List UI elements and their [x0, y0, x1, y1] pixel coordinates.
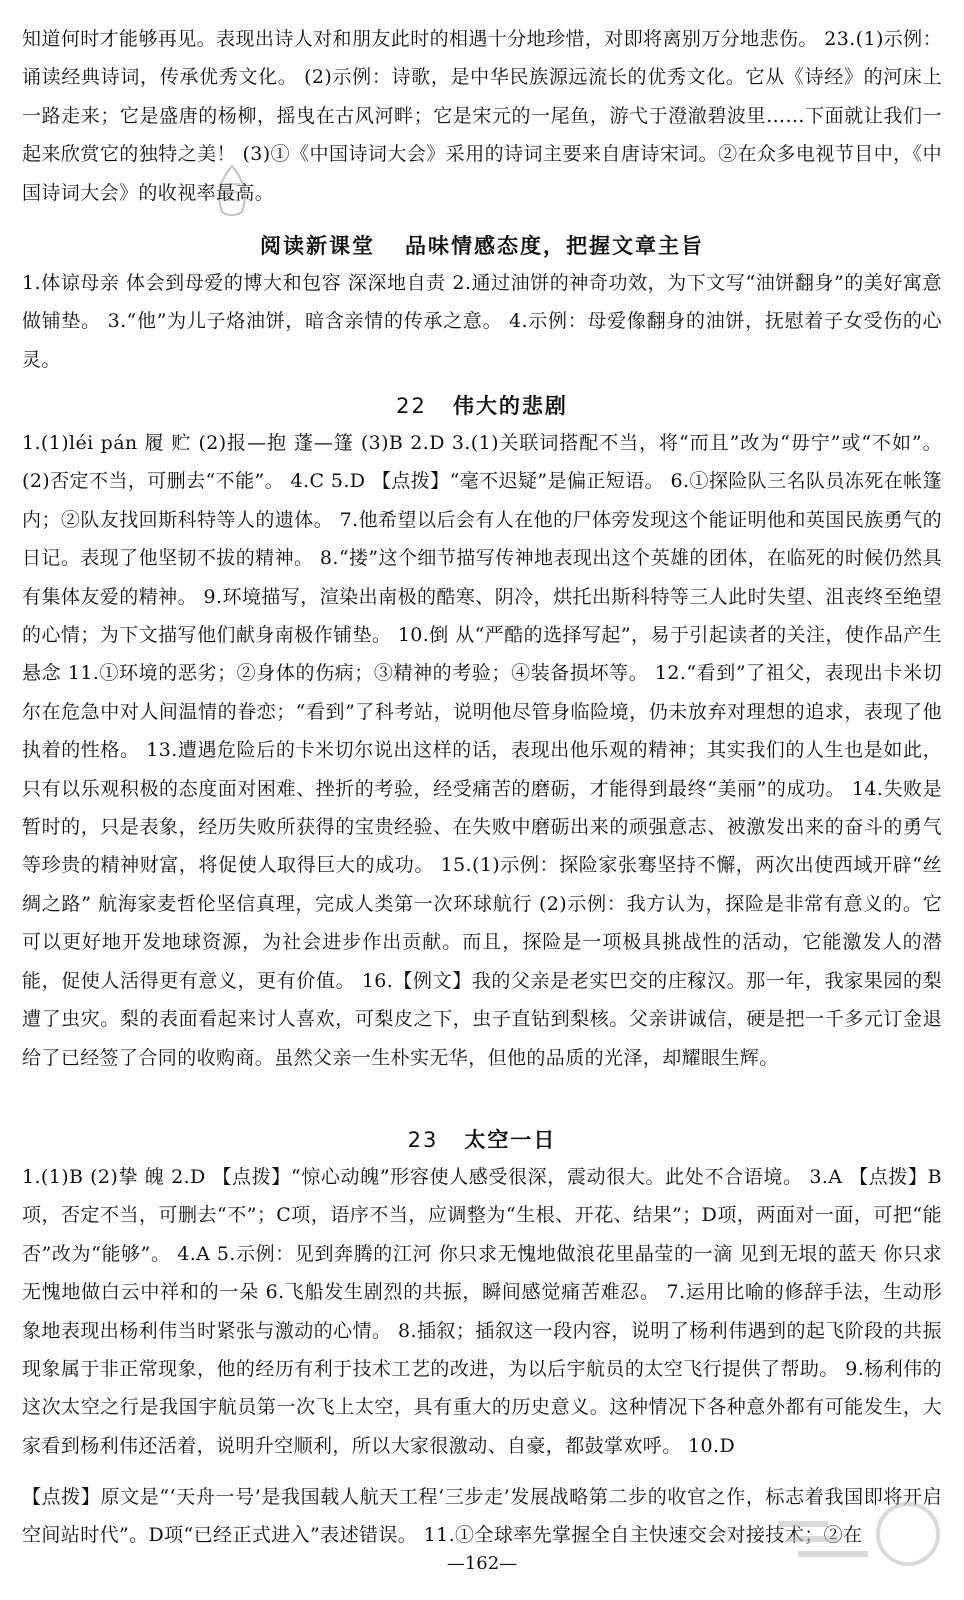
- lesson-title: 太空一日: [464, 1127, 557, 1152]
- answer-paragraph-reading: 1.体谅母亲 体会到母爱的博大和包容 深深地自责 2.通过油饼的神奇功效，为下文写“油饼翻身”的美好寓意做铺垫。 3.“他”为儿子烙油饼，暗含亲情的传承之意。 4.示例：母爱像翻身的油饼，抚慰着子女受伤的心灵。: [22, 272, 942, 371]
- answer-paragraph-lesson22: 1.(1)léi pán 履 贮 (2)报—抱 蓬—篷 (3)B 2.D 3.(1)关联词搭配不当，将“而且”改为“毋宁”或“不如”。 (2)否定不当，可删去“不能”。 4.C 5.D 【点拨】“毫不迟疑”是偏正短语。 6.①探险队三名队员冻死在帐篷内；②队友找回斯科特等人的遗体。 7.他希望以后会有人在他的尸体旁发现这个能证明他和英国民族勇气的日记。表现了他坚韧不拔的精神。 8.“搂”这个细节描写传神地表现出这个英雄的团体，在临死的时候仍然具有集体友爱的精神。 9.环境描写，渲染出南极的酷寒、阴冷，烘托出斯科特等三人此时失望、沮丧终至绝望的心情；为下文描写他们献身南极作铺垫。 10.倒 从“严酷的选择写起”，易于引起读者的关注，使作品产生悬念 11.①环境的恶劣；②身体的伤病；③精神的考验；④装备损坏等。 12.“看到”了祖父，表现出卡米切尔在危急中对人间温情的眷恋；“看到”了科考站，说明他尽管身临险境，仍未放弃对理想的追求，表现了他执着的性格。 13.遭遇危险后的卡米切尔说出这样的话，表现出他乐观的精神；其实我们的人生也是如此，只有以乐观积极的态度面对困难、挫折的考验，经受痛苦的磨砺，才能得到最终“美丽”的成功。 14.失败是暂时的，只是表象，经历失败所获得的宝贵经验、在失败中磨砺出来的顽强意志、被激发出来的奋斗的勇气等珍贵的精神财富，将促使人取得巨大的成功。 15.(1)示例：探险家张骞坚持不懈，两次出使西域开辟“丝绸之路” 航海家麦哲伦坚信真理，完成人类第一次环球航行 (2)示例：我方认为，探险是非常有意义的。它可以更好地开发地球资源，为社会进步作出贡献。而且，探险是一项极具挑战性的活动，它能激发人的潜能，促使人活得更有意义，更有价值。 16.【例文】我的父亲是老实巴交的庄稼汉。那一年，我家果园的梨遭了虫灾。梨的表面看起来讨人喜欢，可梨皮之下，虫子直钻到梨核。父亲讲诚信，硬是把一千多元订金退给了已经签了合同的收购商。虽然父亲一生朴实无华，但他的品质的光泽，却耀眼生辉。: [22, 432, 942, 1069]
- lesson-heading-23: [0, 1124, 964, 1154]
- watermark-logo-icon: [758, 1494, 954, 1594]
- carrot-stamp-icon: [202, 160, 262, 220]
- section-heading-left: 阅读新课堂: [260, 233, 375, 258]
- page-number: —162—: [446, 1553, 518, 1574]
- lesson-number: 22: [396, 394, 427, 418]
- section-heading-reading: [0, 230, 964, 260]
- lesson-number: 23: [407, 1128, 439, 1152]
- section-heading-right: 品味情感态度，把握文章主旨: [405, 233, 704, 258]
- lesson-title: 伟大的悲剧: [452, 393, 568, 418]
- lesson-heading-22: [0, 390, 964, 420]
- answer-paragraph-lesson23-cont: 【点拨】原文是“‘天舟一号’是我国载人航天工程‘三步走’发展战略第二步的收官之作，标志着我国即将开启空间站时代”。D项“已经正式进入”表述错误。 11.①全球率先掌握全自主快速交会对接技术；②在: [22, 1486, 942, 1547]
- answer-paragraph-poem: 知道何时才能够再见。表现出诗人对和朋友此时的相遇十分地珍惜，对即将离别万分地悲伤。 23.(1)示例：诵读经典诗词，传承优秀文化。 (2)示例：诗歌，是中华民族源远流长的优秀文化。它从《诗经》的河床上一路走来；它是盛唐的杨柳，摇曳在古风河畔；它是宋元的一尾鱼，游弋于澄澈碧波里……下面就让我们一起来欣赏它的独特之美！ (3)①《中国诗词大会》采用的诗词主要来自唐诗宋词。②在众多电视节目中，《中国诗词大会》的收视率最高。: [22, 28, 942, 204]
- answer-paragraph-lesson23: 1.(1)B (2)挚 魄 2.D 【点拨】“惊心动魄”形容使人感受很深，震动很大。此处不合语境。 3.A 【点拨】B项，否定不当，可删去“不”；C项，语序不当，应调整为“生根、开花、结果”；D项，两面对一面，可把“能否”改为“能够”。 4.A 5.示例：见到奔腾的江河 你只求无愧地做浪花里晶莹的一滴 见到无垠的蓝天 你只求无愧地做白云中祥和的一朵 6.飞船发生剧烈的共振，瞬间感觉痛苦难忍。 7.运用比喻的修辞手法，生动形象地表现出杨利伟当时紧张与激动的心情。 8.插叙；插叙这一段内容，说明了杨利伟遇到的起飞阶段的共振现象属于非正常现象，他的经历有利于技术工艺的改进，为以后宇航员的太空飞行提供了帮助。 9.杨利伟的这次太空之行是我国宇航员第一次飞上太空，具有重大的历史意义。这种情况下各种意外都有可能发生，大家看到杨利伟还活着，说明升空顺利，所以大家很激动、自豪，都鼓掌欢呼。 10.D: [22, 1166, 942, 1457]
